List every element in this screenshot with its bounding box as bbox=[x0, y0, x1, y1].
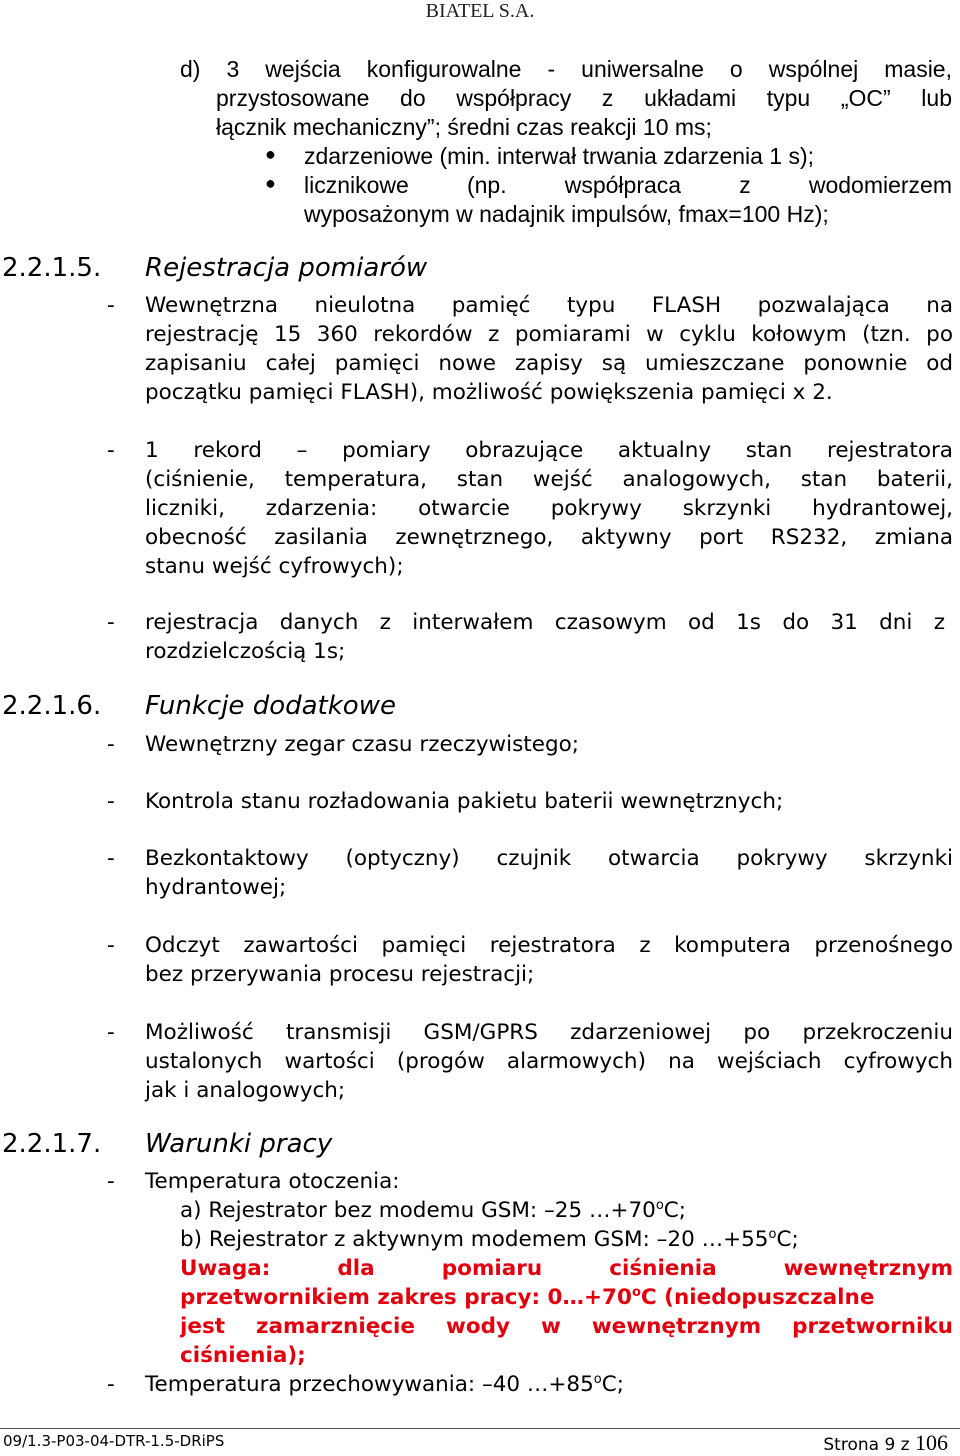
degree-mark: o bbox=[655, 1198, 664, 1213]
list-dash: - bbox=[107, 1372, 115, 1397]
storage-temp: Temperatura przechowywania: –40 $\dots+85^oC$; bbox=[145, 1372, 625, 1397]
paragraph-line: obecność zasilania zewnętrznego, aktywny port RS232, zmiana bbox=[145, 525, 953, 550]
list-item: bez przerywania procesu rejestracji; bbox=[145, 962, 535, 987]
paragraph-line: liczniki, zdarzenia: otwarcie pokrywy skrzynki hydrantowej, bbox=[145, 496, 953, 521]
list-item: ustalonych wartości (progów alarmowych) na wejściach cyfrowych bbox=[145, 1049, 953, 1074]
list-dash: - bbox=[107, 1020, 115, 1045]
list-item: zdarzeniowe (min. interwał trwania zdarzenia 1 s); bbox=[304, 143, 815, 169]
warning-line: przetwornikiem zakres pracy: $0\dots+70^oC$ (niedopuszczalne bbox=[180, 1285, 875, 1310]
list-dash: - bbox=[107, 438, 115, 463]
section-title: Funkcje dodatkowe bbox=[145, 691, 396, 721]
footer-divider bbox=[0, 1428, 960, 1429]
item-d-line: przystosowane do współpracy z układami typu „OC” lub bbox=[216, 85, 952, 111]
list-dash: - bbox=[107, 933, 115, 958]
list-dash: - bbox=[107, 1169, 115, 1194]
list-item: Kontrola stanu rozładowania pakietu baterii wewnętrznych; bbox=[145, 789, 784, 814]
list-dash: - bbox=[107, 789, 115, 814]
section-number: 2.2.1.5. bbox=[2, 253, 102, 283]
item-d-line: łącznik mechaniczny”; średni czas reakcji 10 ms; bbox=[216, 114, 712, 140]
list-item: Możliwość transmisji GSM/GPRS zdarzeniowej po przekroczeniu bbox=[145, 1020, 953, 1045]
bullet-icon: ● bbox=[265, 144, 276, 164]
list-dash: - bbox=[107, 293, 115, 318]
list-item: Temperatura otoczenia: bbox=[145, 1169, 400, 1194]
page-number: Strona 9 z 106 bbox=[823, 1430, 948, 1455]
bullet-icon: ● bbox=[265, 173, 276, 193]
list-item: Bezkontaktowy (optyczny) czujnik otwarcia pokrywy skrzynki bbox=[145, 846, 953, 871]
list-item: hydrantowej; bbox=[145, 875, 287, 900]
condition-a: a) Rejestrator bez modemu GSM: –25 $\dots+70^oC$; bbox=[180, 1198, 687, 1223]
paragraph-line: 1 rekord – pomiary obrazujące aktualny stan rejestratora bbox=[145, 438, 953, 463]
paragraph-line: zapisaniu całej pamięci nowe zapisy są umieszczane ponownie od bbox=[145, 351, 953, 376]
item-d-line: d) 3 wejścia konfigurowalne - uniwersalne o wspólnej masie, bbox=[180, 56, 952, 82]
list-item: licznikowe (np. współpraca z wodomierzem bbox=[304, 172, 952, 198]
list-item: jak i analogowych; bbox=[145, 1078, 346, 1103]
list-dash: - bbox=[107, 846, 115, 871]
warning-line: ciśnienia); bbox=[180, 1343, 306, 1368]
list-item: Wewnętrzny zegar czasu rzeczywistego; bbox=[145, 732, 579, 757]
paragraph-line: rozdzielczością 1s; bbox=[145, 639, 346, 664]
page-header: BIATEL S.A. bbox=[425, 0, 535, 22]
degree-mark: o bbox=[768, 1227, 777, 1242]
paragraph-line: Wewnętrzna nieulotna pamięć typu FLASH pozwalająca na bbox=[145, 293, 953, 318]
paragraph-line: rejestracja danych z interwałem czasowym od 1s do 31 dni z bbox=[145, 610, 945, 635]
paragraph-line: (ciśnienie, temperatura, stan wejść analogowych, stan baterii, bbox=[145, 467, 953, 492]
section-number: 2.2.1.7. bbox=[2, 1129, 102, 1159]
list-item: Odczyt zawartości pamięci rejestratora z komputera przenośnego bbox=[145, 933, 953, 958]
section-number: 2.2.1.6. bbox=[2, 691, 102, 721]
list-dash: - bbox=[107, 610, 115, 635]
warning-line: Uwaga: dla pomiaru ciśnienia wewnętrznym bbox=[180, 1256, 953, 1281]
list-dash: - bbox=[107, 732, 115, 757]
section-title: Warunki pracy bbox=[145, 1129, 333, 1159]
paragraph-line: rejestrację 15 360 rekordów z pomiarami w cyklu kołowym (tzn. po bbox=[145, 322, 953, 347]
list-item: wyposażonym w nadajnik impulsów, fmax=100 Hz); bbox=[304, 201, 829, 227]
degree-mark: o bbox=[631, 1285, 641, 1300]
paragraph-line: stanu wejść cyfrowych); bbox=[145, 554, 404, 579]
paragraph-line: początku pamięci FLASH), możliwość powiększenia pamięci x 2. bbox=[145, 380, 833, 405]
degree-mark: o bbox=[593, 1372, 602, 1387]
warning-line: jest zamarznięcie wody w wewnętrznym przetworniku bbox=[180, 1314, 953, 1339]
condition-b: b) Rejestrator z aktywnym modemem GSM: –20 $\dots+55^oC$; bbox=[180, 1227, 799, 1252]
document-id: 09/1.3-P03-04-DTR-1.5-DRiPS bbox=[3, 1432, 225, 1450]
section-title: Rejestracja pomiarów bbox=[145, 253, 428, 283]
